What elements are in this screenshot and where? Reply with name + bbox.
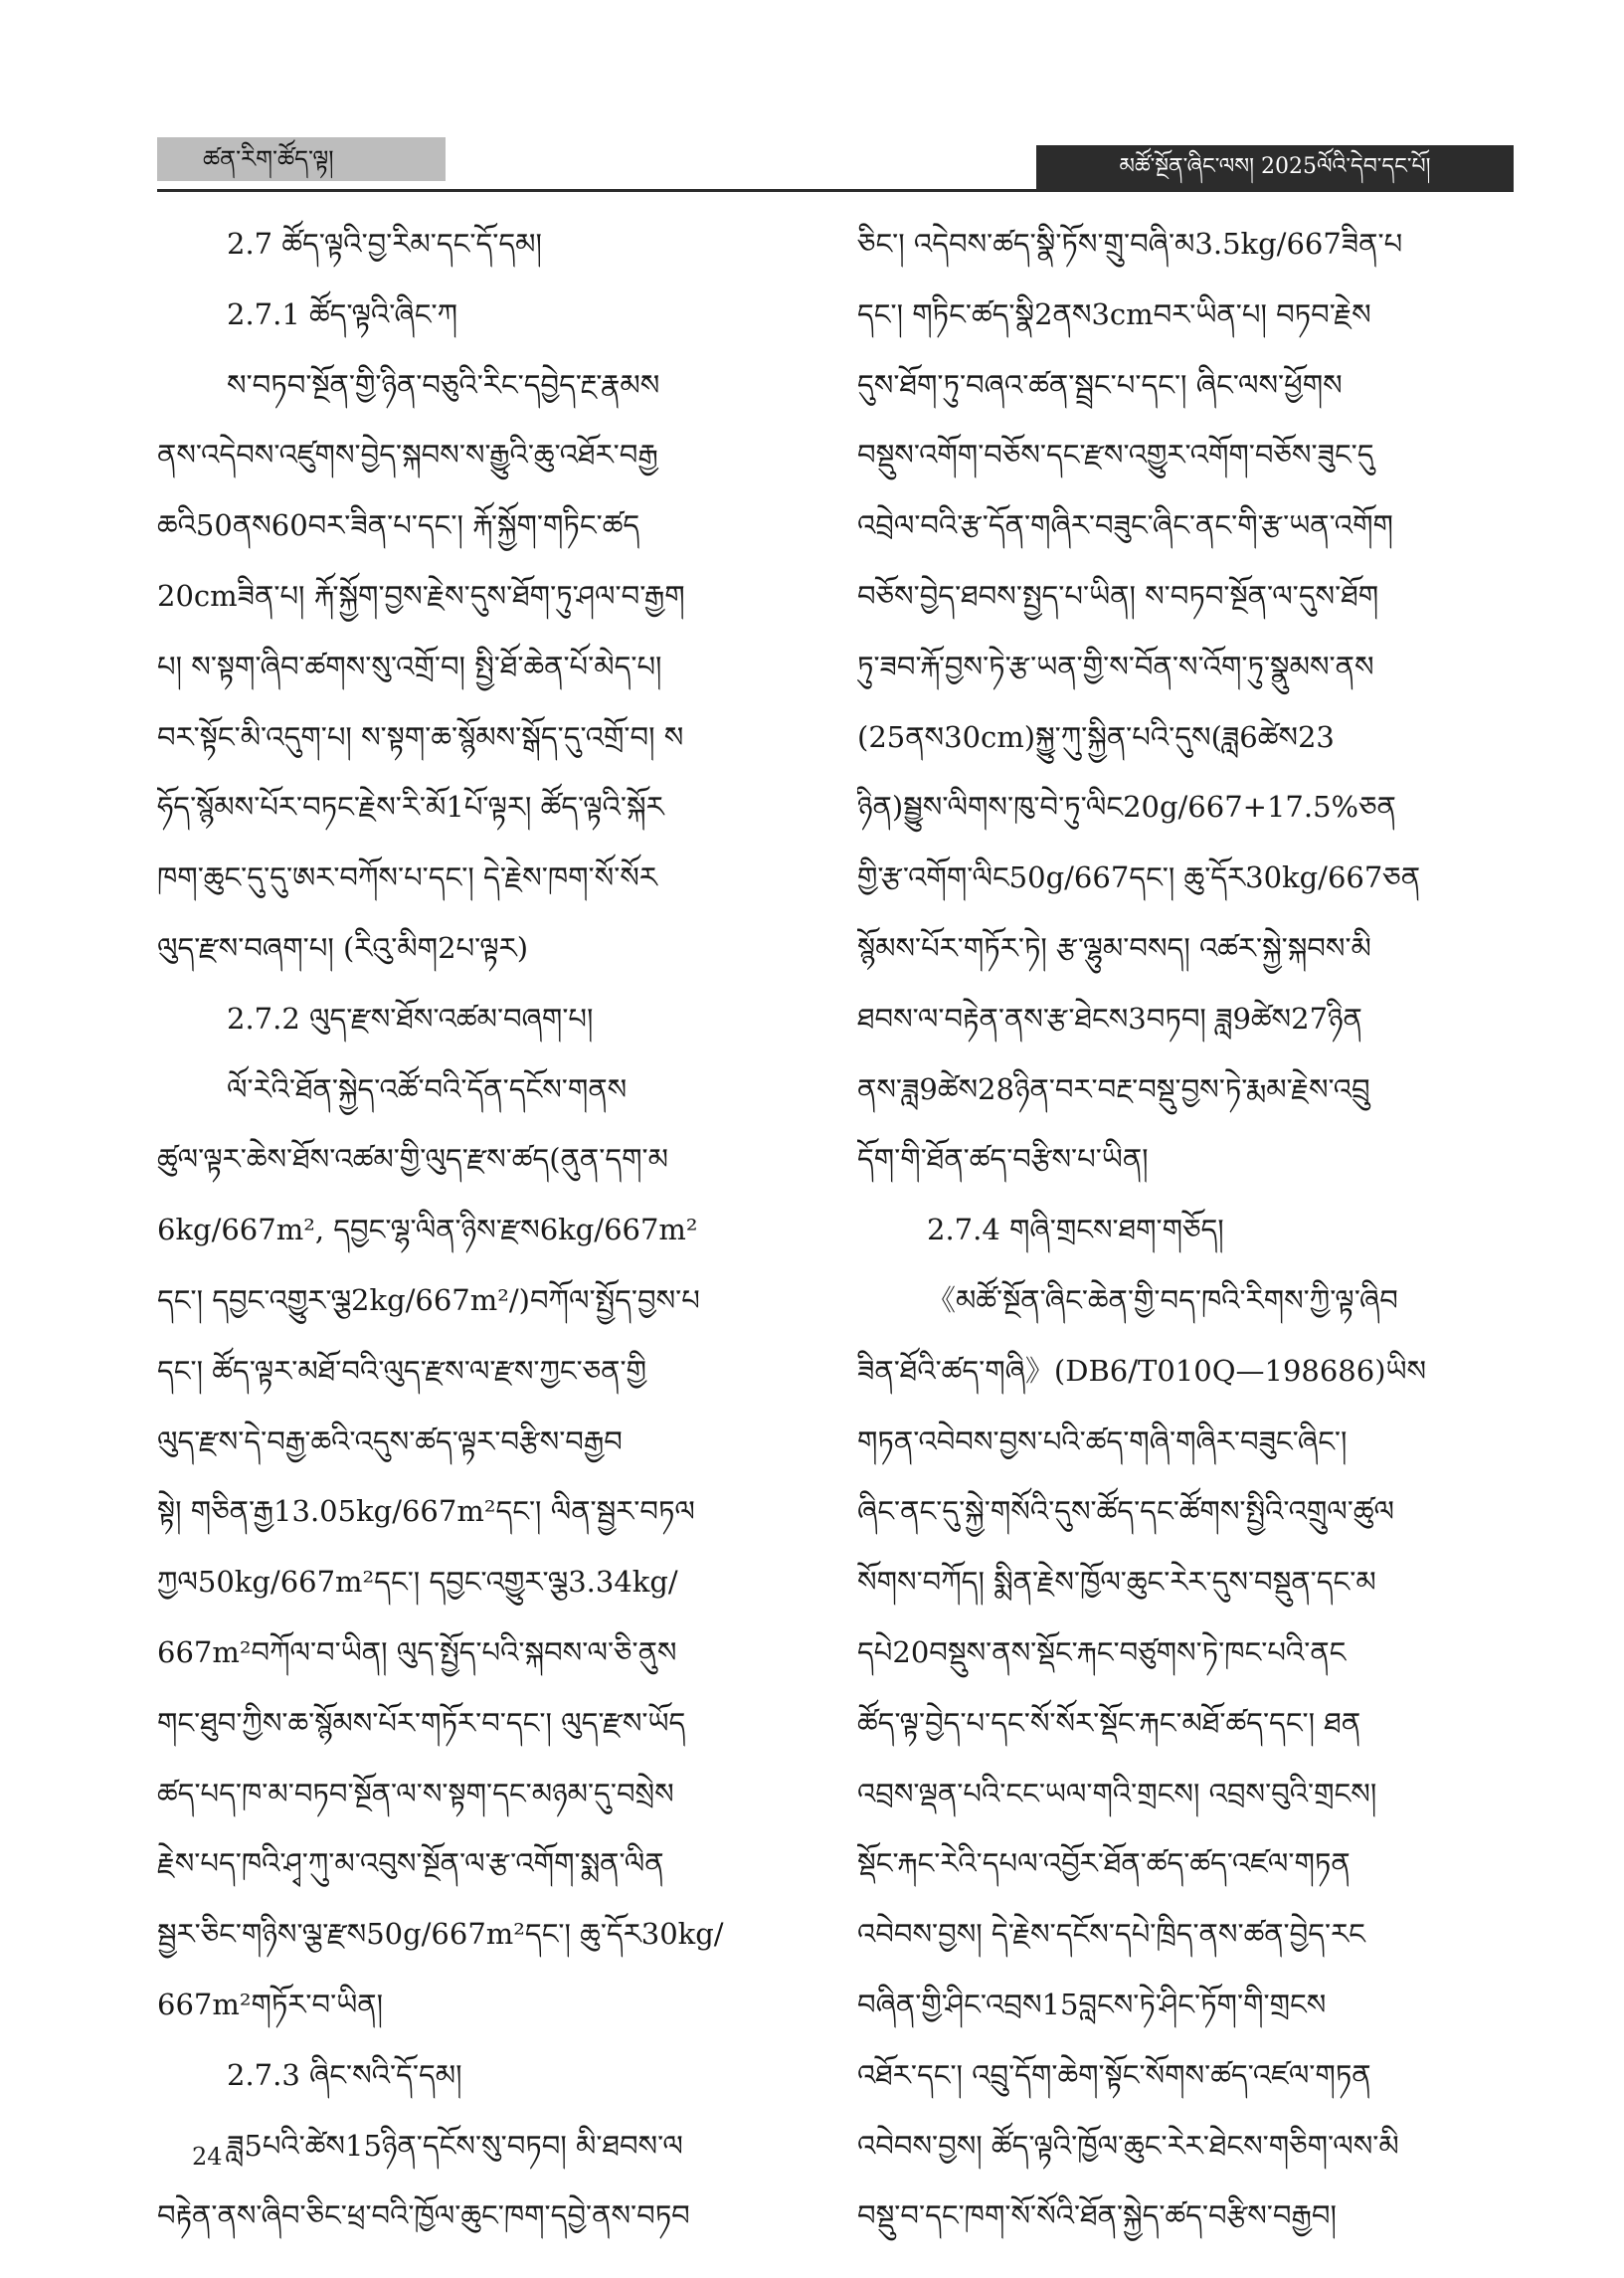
text-line: ཆའི50ནས60བར་ཟིན་པ་དང་། རྐོ་སྐྱོག་གཏིང་ཚད (157, 508, 640, 543)
journal-issue-label: མཚོ་སྔོན་ཞིང་ལས། 2025ལོའི་དེབ་དང་པོ། (1036, 145, 1514, 189)
text-line: ལུད་རྫས་བཞག་པ། (རིའུ་མིག2པ་ལྟར) (157, 930, 529, 965)
text-line: འབྲས་ལྡན་པའི་ངང་ཡལ་གའི་གྲངས། འབྲས་བུའི་གྲངས། (857, 1776, 1377, 1810)
text-line: དང་། དབྱང་འགྱུར་ལྕ2kg/667m²/)བཀོལ་སྤྱོད་བྱས་པ (157, 1282, 700, 1317)
text-line: ཅིང་། འདེབས་ཚད་སྣི་ཏོས་གྲུ་བཞི་མ3.5kg/667ཟིན་པ (857, 227, 1403, 261)
text-line: ཧོད་སྙོམས་པོར་བཏང་རྗེས་རི་མོ1པོ་ལྟར། ཚོད་ལྟའི་སྐོར (157, 790, 664, 825)
section-heading: 2.7.4 གཞི་གྲངས་ཐག་གཅོད། (927, 1213, 1224, 1247)
text-line: ཐབས་ལ་བརྟེན་ནས་རྩ་ཐེངས3བཏབ། ཟླ9ཚེས27ཉིན (857, 1001, 1362, 1036)
text-line: ལུད་རྫས་དེ་བརྒྱ་ཆའི་འདུས་ཚད་ལྟར་བརྩིས་བརྒྱབ (157, 1424, 623, 1458)
text-line: (25ནས30cm)སྐྱུ་ཀུ་སྐྱིན་པའི་དུས(ཟླ6ཚེས23 (857, 719, 1335, 754)
text-line: བཅོས་བྱེད་ཐབས་སྤྱད་པ་ཡིན། ས་བཏབ་སྔོན་ལ་དུས་ཐོག (857, 578, 1379, 613)
text-line: ཉིན)སྦྱུས་ལིགས་ཁུ་བེ་ཏུ་ལིང20g/667+17.5%ཅན (857, 790, 1396, 825)
header-divider (157, 189, 1514, 192)
page-number: 24 (192, 2143, 223, 2171)
text-line: གཏན་འབེབས་བྱས་པའི་ཚད་གཞི་གཞིར་བཟུང་ཞིང་། (857, 1424, 1348, 1458)
text-line: 6kg/667m², དབྱང་ལྷ་ལིན་ཉིས་རྫས6kg/667m² (157, 1213, 698, 1247)
text-line: ཚད་པད་ཁ་མ་བཏབ་སྔོན་ལ་ས་སྟག་དང་མཉམ་དུ་བསྲེས (157, 1776, 674, 1810)
section-heading: 2.7.1 ཚོད་ལྟའི་ཞིང་ཀ (227, 296, 458, 331)
text-line: གང་ཐུབ་ཀྱིས་ཆ་སྙོམས་པོར་གཏོར་བ་དང་། ལུད་རྫས་ཡོད (157, 1705, 686, 1740)
text-line: སྟེ། གཅིན་རྒྱ13.05kg/667m²དང་། ལིན་སྦྱར་བཏལ (157, 1494, 695, 1529)
text-line: ནས་ཟླ9ཚེས28ཉིན་བར་བརྔ་བསྡུ་བྱས་ཏེ་རྨམ་རྗེས་འབྲུ (857, 1071, 1370, 1106)
text-line: འབེབས་བྱས། ཚོད་ལྟའི་ཁྱོལ་ཆུང་རེར་ཐེངས་གཅིག་ལས་མི (857, 2128, 1399, 2163)
text-line: བསྡུ་བ་དང་ཁག་སོ་སོའི་ཐོན་སྐྱེད་ཚད་བརྩིས་བརྒྱབ། (857, 2198, 1337, 2233)
right-column (857, 209, 1514, 2233)
text-line: སོགས་བཀོད། སྨིན་རྗེས་ཁྱོལ་ཆུང་རེར་དུས་བསྡུན་དང་མ (857, 1565, 1376, 1600)
text-line: གྱི་རྩ་འགོག་ལིང50g/667དང་། ཆུ་དོར30kg/667ཅན (857, 860, 1421, 895)
text-line: དང་། ཚོད་ལྟར་མཐོ་བའི་ལུད་རྫས་ལ་རྫས་ཀྱང་ཅན་གྱི (157, 1353, 647, 1388)
text-line: སྡོང་རྐང་རེའི་དཔལ་འབྱོར་ཐོན་ཚད་ཚད་འཛལ་གཏན (857, 1846, 1351, 1881)
text-line: དང་། གཏིང་ཚད་སྣི2ནས3cmབར་ཡིན་པ། བཏབ་རྗེས (857, 296, 1371, 331)
text-line: བར་སྟོང་མི་འདུག་པ། ས་སྟག་ཆ་སྙོམས་སྒོད་དུ་འགྲོ་བ། ས (157, 719, 684, 754)
text-line: སྦྱར་ཅིང་གཉིས་ལྕ་རྫས50g/667m²དང་། ཆུ་དོར30kg/ (157, 1917, 724, 1952)
text-line: 667m²བཀོལ་བ་ཡིན། ལུད་སྤྱོད་པའི་སྐབས་ལ་ཅི་ནུས (157, 1634, 677, 1669)
text-line: བཞིན་གྱི་ཤིང་འབྲས15བླངས་ཏེ་ཤིང་ཏོག་གི་གྲངས (857, 1987, 1327, 2021)
text-line: བསྡུས་འགོག་བཅོས་དང་རྫས་འགྱུར་འགོག་བཅོས་ཟུང་དུ (857, 438, 1374, 473)
text-line: 《མཚོ་སྔོན་ཞིང་ཆེན་གྱི་བད་ཁའི་རིགས་ཀྱི་ལྟ་ཞིབ (927, 1282, 1398, 1317)
section-heading: 2.7.3 ཞིང་སའི་དོ་དམ། (227, 2057, 462, 2092)
text-line: དཔེ20བསྡུས་ནས་སྡོང་རྐང་བཙུགས་ཏེ་ཁང་པའི་ནང (857, 1634, 1347, 1669)
text-line: ཚོད་ལྟ་བྱེད་པ་དང་སོ་སོར་སྡོང་རྐང་མཐོ་ཚད་དང་། ཐན (857, 1705, 1361, 1740)
journal-section-label: ཚན་རིག་ཚོད་ལྟ། (157, 137, 446, 181)
text-line: ཞིང་ནང་དུ་སྐྱེ་གསོའི་དུས་ཚོད་དང་ཚོགས་སྤྱིའི་འགྲུལ་ཚུལ (857, 1494, 1394, 1529)
text-line: འབྲེལ་བའི་རྩ་དོན་གཞིར་བཟུང་ཞིང་ནང་གི་རྩ་ཡན་འགོག (857, 508, 1393, 543)
text-line: པ། ས་སྟག་ཞིབ་ཚགས་སུ་འགྲོ་བ། སྤྱི་ཐོ་ཆེན་པོ་མེད་པ། (157, 649, 662, 683)
text-line: ཀྱལ50kg/667m²དང་། དབྱང་འགྱུར་ལྕ3.34kg/ (157, 1565, 678, 1600)
text-line: ཚུལ་ལྟར་ཆེས་ཐོས་འཚམ་གྱི་ལུད་རྫས་ཚད(ནུན་དག་མ (157, 1142, 668, 1177)
text-line: སྙོམས་པོར་གཏོར་ཏེ། རྩ་ལྷུམ་བསད། འཚར་སྐྱེ་སྐབས་མི (857, 930, 1371, 965)
text-line: རྗེས་པད་ཁའི་ཤྭ་ཀུ་མ་འབུས་སྔོན་ལ་རྩ་འགོག་སྨན་ལིན (157, 1846, 664, 1881)
text-line: འཐོར་དང་། འབྲུ་དོག་ཆེག་སྟོང་སོགས་ཚད་འཛལ་གཏན (857, 2057, 1371, 2092)
text-line: དུས་ཐོག་ཏུ་བཞའ་ཚན་སྦྲང་པ་དང་། ཞིང་ལས་ཕྱོགས (857, 367, 1343, 402)
text-line: ལོ་རེའི་ཐོན་སྐྱེད་འཚོ་བའི་དོན་དངོས་གནས (227, 1071, 628, 1106)
section-heading: 2.7.2 ལུད་རྫས་ཐོས་འཚམ་བཞག་པ། (227, 1001, 594, 1036)
text-line: 20cmཟིན་པ། རྐོ་སྐྱོག་བྱས་རྗེས་དུས་ཐོག་ཏུ་ཤལ་བ་རྒྱག (157, 578, 685, 613)
text-line: ནས་འདེབས་འཛུགས་བྱེད་སྐབས་ས་རྒྱུའི་ཆུ་འཐོར་བརྒྱ (157, 438, 658, 473)
text-line: ཏུ་ཟབ་རྐོ་བྱས་ཏེ་རྩ་ཡན་གྱི་ས་བོན་ས་འོག་ཏུ་སྣུམས་ནས (857, 649, 1374, 683)
text-line: ཟིན་ཐོའི་ཚད་གཞི》(DB6/T010Q—198686)ཡིས (857, 1353, 1427, 1388)
text-line: འབེབས་བྱས། དེ་རྗེས་དངོས་དཔེ་ཁྲིད་ནས་ཚན་བྱེད་རང (857, 1917, 1365, 1952)
text-line: ཟླ5པའི་ཚེས15ཉིན་དངོས་སུ་བཏབ། མི་ཐབས་ལ (227, 2128, 683, 2163)
section-heading: 2.7 ཚོད་ལྟའི་བྱ་རིམ་དང་དོ་དམ། (227, 227, 542, 261)
text-line: བརྟེན་ནས་ཞིབ་ཅིང་ཕྲ་བའི་ཁྱོལ་ཆུང་ཁག་དབྱེ་ནས་བཏབ (157, 2198, 690, 2233)
text-line: དོག་གི་ཐོན་ཚད་བརྩིས་པ་ཡིན། (857, 1142, 1149, 1177)
text-line: ཁག་ཆུང་དུ་དུ་ཨར་བཀོས་པ་དང་། དེ་རྗེས་ཁག་སོ་སོར (157, 860, 657, 895)
text-line: 667m²གཏོར་བ་ཡིན། (157, 1987, 384, 2021)
text-line: ས་བཏབ་སྔོན་གྱི་ཉིན་བཅུའི་རིང་དབྱེད་རྔ་རྣམས (227, 367, 660, 402)
